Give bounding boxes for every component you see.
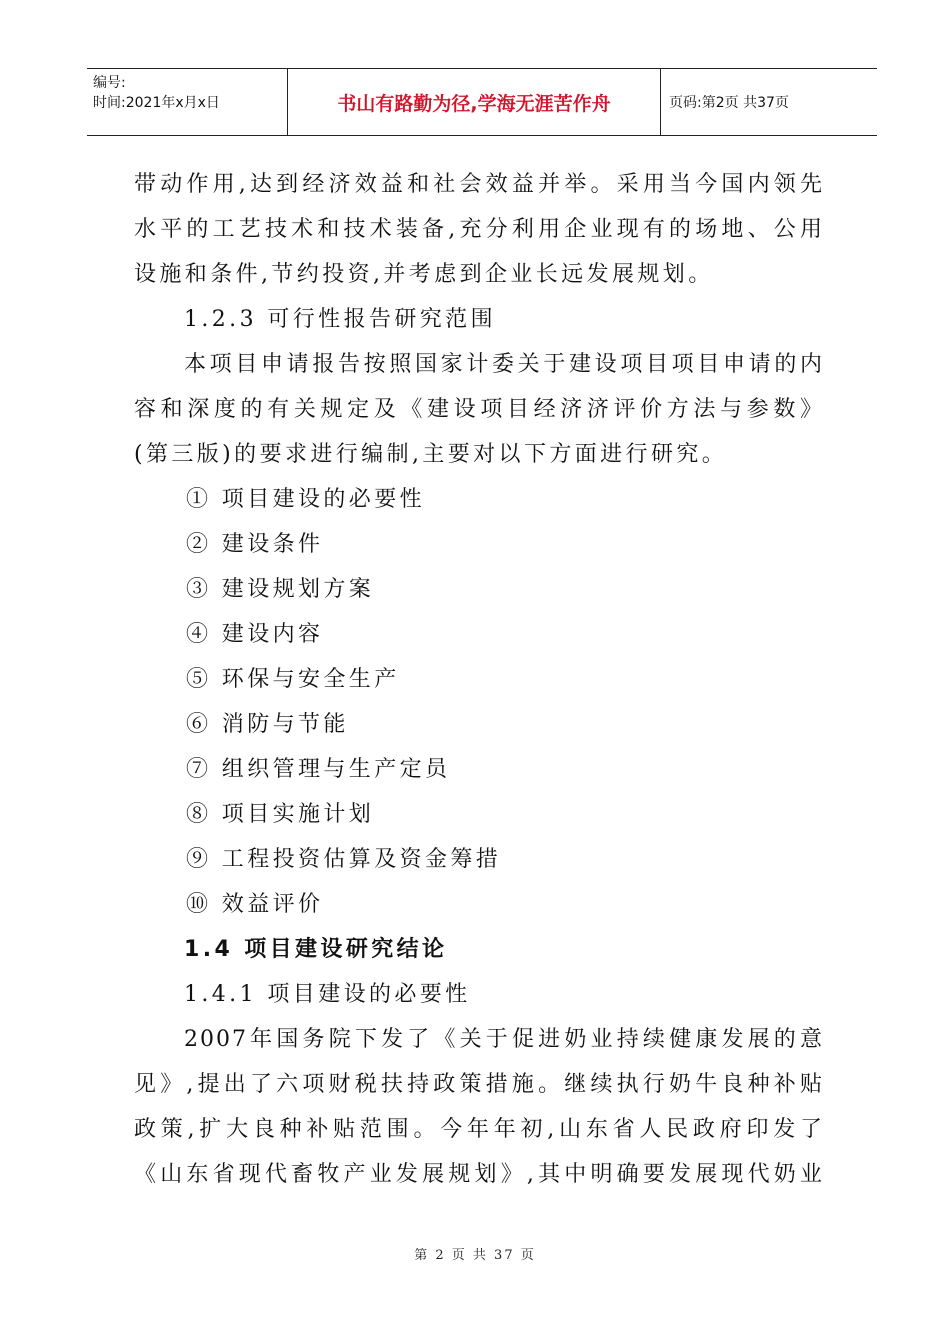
list-item: ② 建设条件 (186, 532, 324, 557)
section-heading-1-4: 1.4 项目建设研究结论 (184, 937, 448, 962)
header-meta (87, 69, 288, 135)
page-header (87, 68, 877, 136)
list-item: ⑤ 环保与安全生产 (186, 667, 400, 692)
header-page-info: 页码:第2页 共37页 (669, 95, 789, 111)
body-line: 见》,提出了六项财税扶持政策措施。继续执行奶牛良种补贴 (134, 1072, 824, 1097)
section-heading-1-2-3: 1.2.3 可行性报告研究范围 (184, 307, 496, 332)
body-line: (第三版)的要求进行编制,主要对以下方面进行研究。 (134, 442, 728, 467)
list-item: ⑨ 工程投资估算及资金筹措 (186, 847, 502, 872)
document-time-label: 时间:2021年x月x日 (93, 95, 220, 111)
page-footer: 第 2 页 共 37 页 (414, 1248, 536, 1263)
list-item: ④ 建设内容 (186, 622, 324, 647)
body-line: 《山东省现代畜牧产业发展规划》,其中明确要发展现代奶业 (134, 1162, 824, 1187)
list-item: ③ 建设规划方案 (186, 577, 375, 602)
body-line: 政策,扩大良种补贴范围。今年年初,山东省人民政府印发了 (134, 1117, 824, 1142)
document-body (134, 162, 824, 1197)
list-item: ⑥ 消防与节能 (186, 712, 349, 737)
list-item: ① 项目建设的必要性 (186, 487, 425, 512)
header-motto: 书山有路勤为径,学海无涯苦作舟 (288, 69, 661, 135)
list-item: ⑦ 组织管理与生产定员 (186, 757, 451, 782)
list-item: ⑩ 效益评价 (186, 892, 324, 917)
section-heading-1-4-1: 1.4.1 项目建设的必要性 (184, 982, 471, 1007)
body-line: 设施和条件,节约投资,并考虑到企业长远发展规划。 (134, 262, 714, 287)
body-line: 容和深度的有关规定及《建设项目经济济评价方法与参数》 (134, 397, 824, 422)
list-item: ⑧ 项目实施计划 (186, 802, 375, 827)
body-line: 本项目申请报告按照国家计委关于建设项目项目申请的内 (184, 352, 824, 377)
document-number-label: 编号: (93, 75, 126, 91)
body-line: 带动作用,达到经济效益和社会效益并举。采用当今国内领先 (134, 172, 824, 197)
body-line: 水平的工艺技术和技术装备,充分利用企业现有的场地、公用 (134, 217, 824, 242)
body-line: 2007年国务院下发了《关于促进奶业持续健康发展的意 (184, 1027, 824, 1052)
